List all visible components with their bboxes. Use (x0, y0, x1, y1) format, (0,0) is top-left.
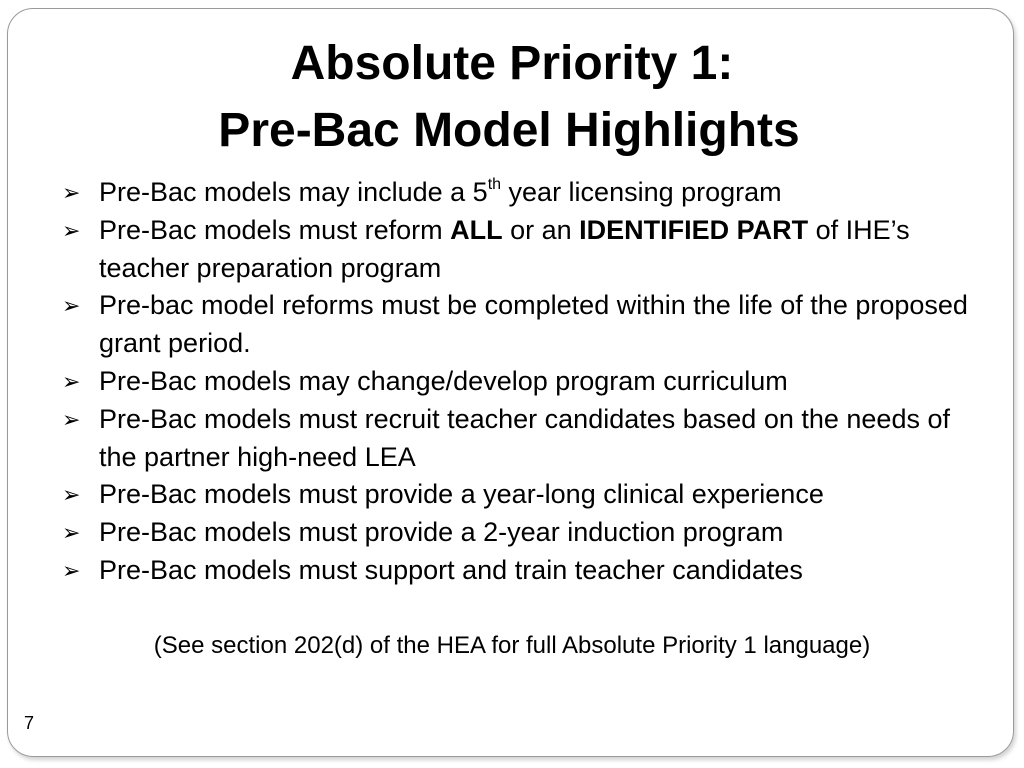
bullet-item (60, 287, 980, 363)
arrow-bullet-icon: ➢ (62, 217, 81, 243)
bullet-text: of IHE’s teacher preparation program (99, 214, 910, 283)
bullet-text: Pre-Bac models must support and train teacher candidates (99, 554, 803, 585)
page-number: 7 (24, 713, 35, 733)
slide-title-line-2: Pre-Bac Model Highlights (218, 104, 800, 157)
bullet-item (60, 363, 980, 401)
bullet-item (60, 401, 980, 477)
bullet-text: Pre-Bac models must recruit teacher candidates based on the needs of the partner high-need LEA (99, 403, 950, 472)
arrow-bullet-icon: ➢ (62, 406, 81, 432)
slide-title-line-1: Absolute Priority 1: (290, 37, 734, 90)
bullet-superscript: th (487, 176, 502, 193)
bullet-item (60, 514, 980, 552)
arrow-bullet-icon: ➢ (62, 180, 81, 205)
arrow-bullet-icon: ➢ (62, 368, 81, 394)
arrow-bullet-icon: ➢ (62, 293, 81, 319)
bullet-text: Pre-Bac models must reform (99, 214, 451, 245)
bullet-item (60, 174, 980, 212)
arrow-bullet-icon: ➢ (62, 520, 81, 546)
bullet-item (60, 212, 980, 288)
bullet-text: year licensing program (501, 177, 782, 207)
bullet-item (60, 552, 980, 590)
bullet-list (60, 174, 980, 590)
bullet-emphasis: IDENTIFIED PART (579, 214, 809, 245)
bullet-text: Pre-Bac models must provide a 2-year induction program (99, 517, 784, 548)
bullet-text: or an (502, 214, 580, 245)
bullet-emphasis: ALL (450, 214, 503, 245)
bullet-text: Pre-Bac models may change/develop program curriculum (99, 365, 788, 396)
bullet-text: Pre-bac model reforms must be completed within the life of the proposed grant period. (99, 290, 968, 359)
footnote-reference: (See section 202(d) of the HEA for full Absolute Priority 1 language) (153, 632, 871, 659)
arrow-bullet-icon: ➢ (62, 482, 81, 508)
bullet-item (60, 476, 980, 514)
bullet-text: Pre-Bac models must provide a year-long clinical experience (99, 479, 824, 510)
bullet-text: Pre-Bac models may include a 5 (99, 177, 488, 207)
arrow-bullet-icon: ➢ (62, 557, 81, 583)
